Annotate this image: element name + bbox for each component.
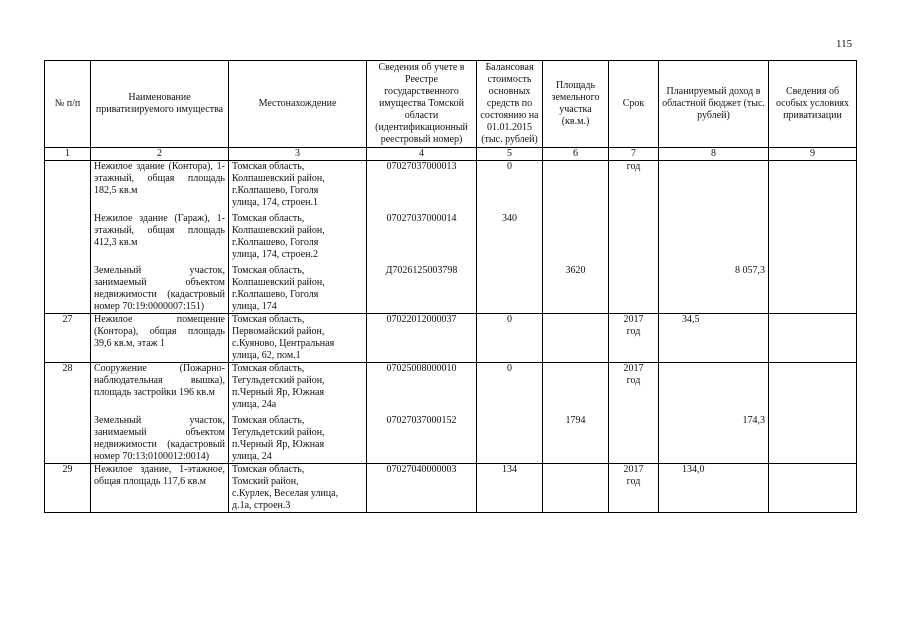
planned-income: 174,3	[742, 415, 765, 426]
column-number: 5	[477, 148, 543, 161]
location: Томская область, Первомайский район, с.Куяново, Центральная улица, 62, пом.1	[232, 314, 335, 361]
planned-income-cell	[659, 314, 769, 363]
property-name: Земельный участок, занимаемый объектом недвижимости (кадастровый номер 70:19:0000007:151)	[94, 265, 225, 312]
header-planned-income: Планируемый доход в областной бюджет (тыс. рублей)	[659, 61, 769, 148]
land-area-cell	[543, 363, 609, 464]
balance-cost: 340	[502, 213, 517, 224]
balance-cost-cell	[477, 363, 543, 464]
property-name: Нежилое здание, 1-этажное, общая площадь 117,6 кв.м	[91, 464, 229, 513]
term-cell	[609, 464, 659, 513]
table-row	[45, 314, 857, 363]
location-cell	[229, 464, 367, 513]
planned-income: 134,0	[682, 464, 705, 475]
header-name: Наименование приватизируемого имущества	[91, 61, 229, 148]
land-area: 1794	[565, 415, 586, 426]
column-number: 6	[543, 148, 609, 161]
column-number: 1	[45, 148, 91, 161]
property-name: Земельный участок, занимаемый объектом недвижимости (кадастровый номер 70:13:0100012:0014)	[94, 415, 225, 462]
table-row	[45, 161, 857, 314]
land-area	[543, 464, 609, 513]
column-number: 3	[229, 148, 367, 161]
location: Томская область, Тегульдетский район, п.Черный Яр, Южная улица, 24	[232, 415, 325, 462]
land-area	[546, 363, 605, 415]
table-header-row	[45, 61, 857, 148]
registry-number: Д7026125003798	[385, 265, 458, 276]
location-cell	[229, 363, 367, 464]
term-cell	[609, 161, 659, 314]
column-number-row	[45, 148, 857, 161]
row-number	[45, 161, 91, 314]
table-row	[45, 363, 857, 464]
column-number: 7	[609, 148, 659, 161]
income-spacer	[662, 363, 765, 415]
privatization-table	[44, 60, 857, 513]
row-number: 27	[45, 314, 91, 363]
column-number: 4	[367, 148, 477, 161]
special-conditions-cell	[769, 363, 857, 464]
column-number: 2	[91, 148, 229, 161]
registry-number: 07027037000014	[386, 213, 457, 224]
header-balance-cost: Балансовая стоимость основных средств по состоянию на 01.01.2015 (тыс. рублей)	[477, 61, 543, 148]
table-row	[45, 464, 857, 513]
land-area	[543, 314, 609, 363]
term: 2017 год	[623, 363, 644, 386]
column-number: 9	[769, 148, 857, 161]
balance-cost: 0	[477, 314, 543, 363]
header-special-conditions: Сведения об особых условиях приватизации	[769, 61, 857, 148]
location-cell	[229, 161, 367, 314]
registry-number: 07027037000013	[386, 161, 457, 172]
planned-income-cell	[659, 363, 769, 464]
land-area-cell	[543, 161, 609, 314]
row-number: 28	[45, 363, 91, 464]
income-spacer	[662, 161, 765, 265]
balance-cost-cell	[477, 161, 543, 314]
registry-number-cell	[367, 161, 477, 314]
registry-number: 07027037000152	[386, 415, 457, 426]
registry-number: 07022012000037	[367, 314, 477, 363]
term: 2017 год	[623, 464, 644, 487]
land-area: 3620	[565, 265, 586, 276]
property-name-cell	[91, 161, 229, 314]
planned-income-cell	[659, 161, 769, 314]
balance-cost: 0	[507, 363, 512, 374]
header-location: Местонахождение	[229, 61, 367, 148]
location: Томская область, Колпашевский район, г.Колпашево, Гоголя улица, 174, строен.2	[232, 213, 325, 260]
planned-income-cell	[659, 464, 769, 513]
registry-number: 07025008000010	[386, 363, 457, 374]
planned-income: 8 057,3	[735, 265, 765, 276]
special-conditions-cell	[769, 314, 857, 363]
land-area	[546, 161, 605, 265]
header-registry-number: Сведения об учете в Реестре государственного имущества Томской области (идентификационный реестровый номер)	[367, 61, 477, 148]
special-conditions-cell	[769, 464, 857, 513]
location-cell	[229, 314, 367, 363]
property-name: Нежилое помещение (Контора), общая площадь 39,6 кв.м, этаж 1	[91, 314, 229, 363]
header-number: № п/п	[45, 61, 91, 148]
balance-cost: 134	[477, 464, 543, 513]
term: 2017 год	[623, 314, 644, 337]
property-name: Сооружение (Пожарно-наблюдательная вышка), площадь застройки 196 кв.м	[94, 363, 225, 398]
registry-number: 07027040000003	[367, 464, 477, 513]
balance-cost: 0	[507, 161, 512, 172]
property-name: Нежилое здание (Гараж), 1-этажный, общая площадь 412,3 кв.м	[94, 213, 225, 248]
location: Томская область, Колпашевский район, г.Колпашево, Гоголя улица, 174, строен.1	[232, 161, 325, 208]
header-land-area: Площадь земельного участка (кв.м.)	[543, 61, 609, 148]
registry-number-cell	[367, 363, 477, 464]
property-name: Нежилое здание (Контора), 1-этажный, общая площадь 182,5 кв.м	[94, 161, 225, 196]
planned-income: 34,5	[682, 314, 700, 325]
term: год	[626, 161, 641, 172]
special-conditions-cell	[769, 161, 857, 314]
column-number: 8	[659, 148, 769, 161]
page-number: 115	[836, 38, 853, 50]
location: Томская область, Колпашевский район, г.Колпашево, Гоголя улица, 174	[232, 265, 325, 312]
term-cell	[609, 314, 659, 363]
location: Томская область, Томский район, с.Курлек, Веселая улица, д.1а, строен.3	[232, 464, 339, 511]
row-number: 29	[45, 464, 91, 513]
location: Томская область, Тегульдетский район, п.Черный Яр, Южная улица, 24а	[232, 363, 325, 410]
header-term: Срок	[609, 61, 659, 148]
property-name-cell	[91, 363, 229, 464]
term-cell	[609, 363, 659, 464]
